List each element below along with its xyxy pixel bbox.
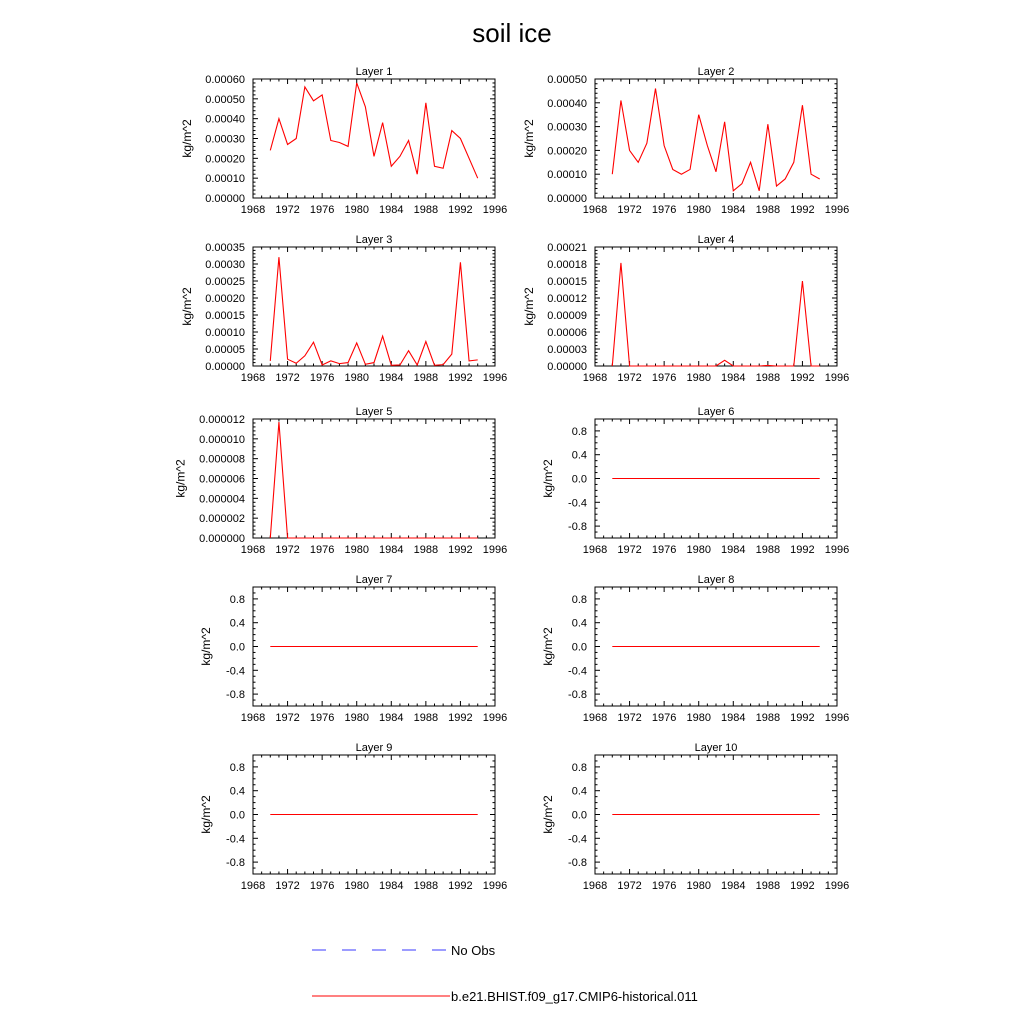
x-tick-label: 1980 <box>686 372 711 384</box>
x-tick-label: 1988 <box>413 544 439 556</box>
x-tick-label: 1968 <box>582 712 608 724</box>
panels-group <box>174 66 850 892</box>
x-tick-label: 1996 <box>482 880 508 892</box>
plot-frame <box>595 79 837 198</box>
plot-frame <box>253 419 495 538</box>
y-tick-label: 0.4 <box>571 617 587 630</box>
x-tick-label: 1984 <box>721 712 746 724</box>
y-axis-label: kg/m^2 <box>179 119 194 158</box>
panel-title: Layer 8 <box>697 574 735 586</box>
y-axis-label: kg/m^2 <box>521 119 536 158</box>
legend <box>312 943 698 1004</box>
series-line <box>270 257 477 365</box>
x-tick-label: 1988 <box>413 880 439 892</box>
x-tick-label: 1996 <box>482 372 508 384</box>
y-tick-label: 0.00018 <box>547 259 587 271</box>
panel-layer-9 <box>199 742 507 892</box>
panel-layer-5 <box>174 406 508 556</box>
panel-layer-1 <box>180 66 507 216</box>
y-tick-label: 0.00000 <box>205 361 245 373</box>
y-tick-label: 0.8 <box>571 425 587 438</box>
y-tick-label: 0.4 <box>571 449 587 462</box>
y-tick-label: -0.4 <box>568 833 587 846</box>
panel-layer-2 <box>522 66 849 216</box>
y-tick-label: 0.8 <box>571 593 587 606</box>
y-tick-label: 0.00040 <box>205 113 245 126</box>
x-tick-label: 1984 <box>721 204 746 216</box>
x-tick-label: 1968 <box>582 544 608 556</box>
x-tick-label: 1972 <box>275 372 300 384</box>
y-tick-label: 0.0 <box>571 641 587 654</box>
x-tick-label: 1980 <box>344 544 369 556</box>
y-tick-label: 0.00006 <box>547 327 587 339</box>
y-tick-label: 0.00009 <box>547 310 587 322</box>
x-tick-label: 1992 <box>448 544 473 556</box>
y-tick-label: 0.00030 <box>547 121 587 134</box>
x-tick-label: 1968 <box>240 880 266 892</box>
x-tick-label: 1984 <box>721 372 746 384</box>
x-tick-label: 1976 <box>309 712 335 724</box>
panel-layer-6 <box>541 406 849 556</box>
x-tick-label: 1972 <box>617 204 642 216</box>
x-tick-label: 1992 <box>790 880 815 892</box>
y-tick-label: 0.000012 <box>199 414 245 426</box>
x-tick-label: 1996 <box>482 712 508 724</box>
y-tick-label: -0.4 <box>226 665 245 678</box>
plot-frame <box>253 247 495 366</box>
x-tick-label: 1972 <box>275 544 300 556</box>
x-tick-label: 1992 <box>790 204 815 216</box>
x-tick-label: 1968 <box>240 544 266 556</box>
y-tick-label: -0.4 <box>226 833 245 846</box>
panel-title: Layer 7 <box>355 574 393 586</box>
y-tick-label: 0.8 <box>229 761 245 774</box>
x-tick-label: 1996 <box>824 712 850 724</box>
panel-layer-4 <box>522 234 849 384</box>
y-tick-label: 0.00015 <box>547 276 587 288</box>
x-tick-label: 1976 <box>651 544 677 556</box>
x-tick-label: 1976 <box>309 372 335 384</box>
x-tick-label: 1996 <box>824 372 850 384</box>
y-tick-label: 0.00020 <box>205 293 245 305</box>
x-tick-label: 1976 <box>309 880 335 892</box>
y-tick-label: 0.4 <box>229 617 245 630</box>
y-tick-label: 0.00020 <box>205 153 245 166</box>
x-tick-label: 1992 <box>448 204 473 216</box>
series-line <box>612 263 819 366</box>
legend-label-model: b.e21.BHIST.f09_g17.CMIP6-historical.011 <box>451 989 698 1004</box>
x-tick-label: 1984 <box>379 204 404 216</box>
y-tick-label: 0.00005 <box>205 344 245 356</box>
x-tick-label: 1980 <box>686 880 711 892</box>
y-tick-label: 0.0 <box>571 473 587 486</box>
panel-title: Layer 2 <box>697 66 735 78</box>
x-tick-label: 1988 <box>413 712 439 724</box>
x-tick-label: 1984 <box>379 880 404 892</box>
x-tick-label: 1968 <box>582 372 608 384</box>
y-tick-label: 0.00000 <box>547 193 587 205</box>
x-tick-label: 1984 <box>379 544 404 556</box>
y-tick-label: 0.000000 <box>199 533 245 545</box>
x-tick-label: 1988 <box>755 372 781 384</box>
y-axis-label: kg/m^2 <box>540 795 555 834</box>
y-tick-label: 0.8 <box>571 761 587 774</box>
y-axis-label: kg/m^2 <box>521 287 536 326</box>
plot-frame <box>253 79 495 198</box>
x-tick-label: 1984 <box>721 544 746 556</box>
x-tick-label: 1968 <box>240 204 266 216</box>
y-tick-label: 0.00000 <box>205 193 245 205</box>
series-line <box>270 83 477 178</box>
x-tick-label: 1976 <box>309 204 335 216</box>
y-tick-label: 0.00020 <box>547 145 587 158</box>
x-tick-label: 1972 <box>617 372 642 384</box>
y-tick-label: -0.8 <box>568 521 587 534</box>
x-tick-label: 1996 <box>482 544 508 556</box>
panel-title: Layer 6 <box>697 406 735 418</box>
x-tick-label: 1976 <box>651 712 677 724</box>
y-tick-label: 0.00025 <box>205 276 245 288</box>
panel-title: Layer 1 <box>355 66 393 78</box>
y-tick-label: 0.00012 <box>547 293 587 305</box>
y-tick-label: 0.00030 <box>205 259 245 271</box>
y-tick-label: 0.00040 <box>547 97 587 110</box>
x-tick-label: 1980 <box>686 204 711 216</box>
x-tick-label: 1988 <box>755 544 781 556</box>
x-tick-label: 1988 <box>755 880 781 892</box>
y-tick-label: -0.4 <box>568 497 587 510</box>
y-tick-label: -0.8 <box>568 689 587 702</box>
y-tick-label: 0.00010 <box>205 327 245 339</box>
x-tick-label: 1988 <box>755 204 781 216</box>
y-axis-label: kg/m^2 <box>198 795 213 834</box>
x-tick-label: 1972 <box>617 544 642 556</box>
y-tick-label: 0.00050 <box>205 93 245 106</box>
panel-title: Layer 3 <box>355 234 393 246</box>
y-tick-label: -0.4 <box>568 665 587 678</box>
y-tick-label: -0.8 <box>226 857 245 870</box>
x-tick-label: 1984 <box>379 712 404 724</box>
x-tick-label: 1980 <box>686 712 711 724</box>
x-tick-label: 1996 <box>824 544 850 556</box>
y-tick-label: 0.8 <box>229 593 245 606</box>
x-tick-label: 1980 <box>344 712 369 724</box>
y-tick-label: 0.00010 <box>205 173 245 186</box>
y-tick-label: 0.00003 <box>547 344 587 356</box>
panel-layer-10 <box>541 742 849 892</box>
y-tick-label: 0.4 <box>571 785 587 798</box>
y-tick-label: 0.00021 <box>547 242 587 254</box>
x-tick-label: 1996 <box>824 880 850 892</box>
x-tick-label: 1976 <box>651 204 677 216</box>
x-tick-label: 1992 <box>448 712 473 724</box>
panel-layer-3 <box>180 234 507 384</box>
plot-frame <box>595 247 837 366</box>
y-tick-label: 0.000002 <box>199 513 245 526</box>
x-tick-label: 1972 <box>275 204 300 216</box>
x-tick-label: 1972 <box>275 712 300 724</box>
figure-title: soil ice <box>472 18 552 48</box>
panel-layer-8 <box>541 574 849 724</box>
x-tick-label: 1968 <box>582 204 608 216</box>
series-line <box>612 89 819 191</box>
x-tick-label: 1984 <box>721 880 746 892</box>
panel-title: Layer 4 <box>697 234 735 246</box>
y-axis-label: kg/m^2 <box>173 459 188 498</box>
y-tick-label: 0.00035 <box>205 242 245 254</box>
x-tick-label: 1976 <box>651 372 677 384</box>
x-tick-label: 1976 <box>309 544 335 556</box>
x-tick-label: 1968 <box>240 372 266 384</box>
x-tick-label: 1968 <box>582 880 608 892</box>
x-tick-label: 1988 <box>413 372 439 384</box>
y-tick-label: -0.8 <box>226 689 245 702</box>
panel-layer-7 <box>199 574 507 724</box>
panel-title: Layer 10 <box>694 742 738 754</box>
x-tick-label: 1992 <box>790 544 815 556</box>
y-axis-label: kg/m^2 <box>540 627 555 666</box>
x-tick-label: 1980 <box>686 544 711 556</box>
y-tick-label: 0.00010 <box>547 169 587 182</box>
y-tick-label: 0.00030 <box>205 133 245 146</box>
y-tick-label: 0.00000 <box>547 361 587 373</box>
x-tick-label: 1996 <box>824 204 850 216</box>
series-line <box>270 422 477 538</box>
x-tick-label: 1968 <box>240 712 266 724</box>
y-tick-label: -0.8 <box>568 857 587 870</box>
y-tick-label: 0.0 <box>229 809 245 822</box>
y-tick-label: 0.000004 <box>199 493 245 506</box>
x-tick-label: 1992 <box>790 712 815 724</box>
panel-title: Layer 5 <box>355 406 393 418</box>
x-tick-label: 1972 <box>617 712 642 724</box>
y-tick-label: 0.4 <box>229 785 245 798</box>
y-tick-label: 0.00060 <box>205 74 245 86</box>
y-tick-label: 0.0 <box>571 809 587 822</box>
x-tick-label: 1972 <box>617 880 642 892</box>
x-tick-label: 1976 <box>651 880 677 892</box>
y-axis-label: kg/m^2 <box>179 287 194 326</box>
x-tick-label: 1980 <box>344 204 369 216</box>
panel-title: Layer 9 <box>355 742 393 754</box>
y-axis-label: kg/m^2 <box>540 459 555 498</box>
y-tick-label: 0.0 <box>229 641 245 654</box>
legend-label-no-obs: No Obs <box>451 943 496 958</box>
x-tick-label: 1996 <box>482 204 508 216</box>
x-tick-label: 1992 <box>448 372 473 384</box>
y-tick-label: 0.000010 <box>199 433 245 446</box>
y-axis-label: kg/m^2 <box>198 627 213 666</box>
x-tick-label: 1980 <box>344 880 369 892</box>
x-tick-label: 1992 <box>448 880 473 892</box>
y-tick-label: 0.00015 <box>205 310 245 322</box>
y-tick-label: 0.000008 <box>199 453 245 466</box>
x-tick-label: 1972 <box>275 880 300 892</box>
y-tick-label: 0.000006 <box>199 473 245 486</box>
x-tick-label: 1988 <box>413 204 439 216</box>
y-tick-label: 0.00050 <box>547 74 587 86</box>
x-tick-label: 1980 <box>344 372 369 384</box>
x-tick-label: 1984 <box>379 372 404 384</box>
x-tick-label: 1992 <box>790 372 815 384</box>
x-tick-label: 1988 <box>755 712 781 724</box>
